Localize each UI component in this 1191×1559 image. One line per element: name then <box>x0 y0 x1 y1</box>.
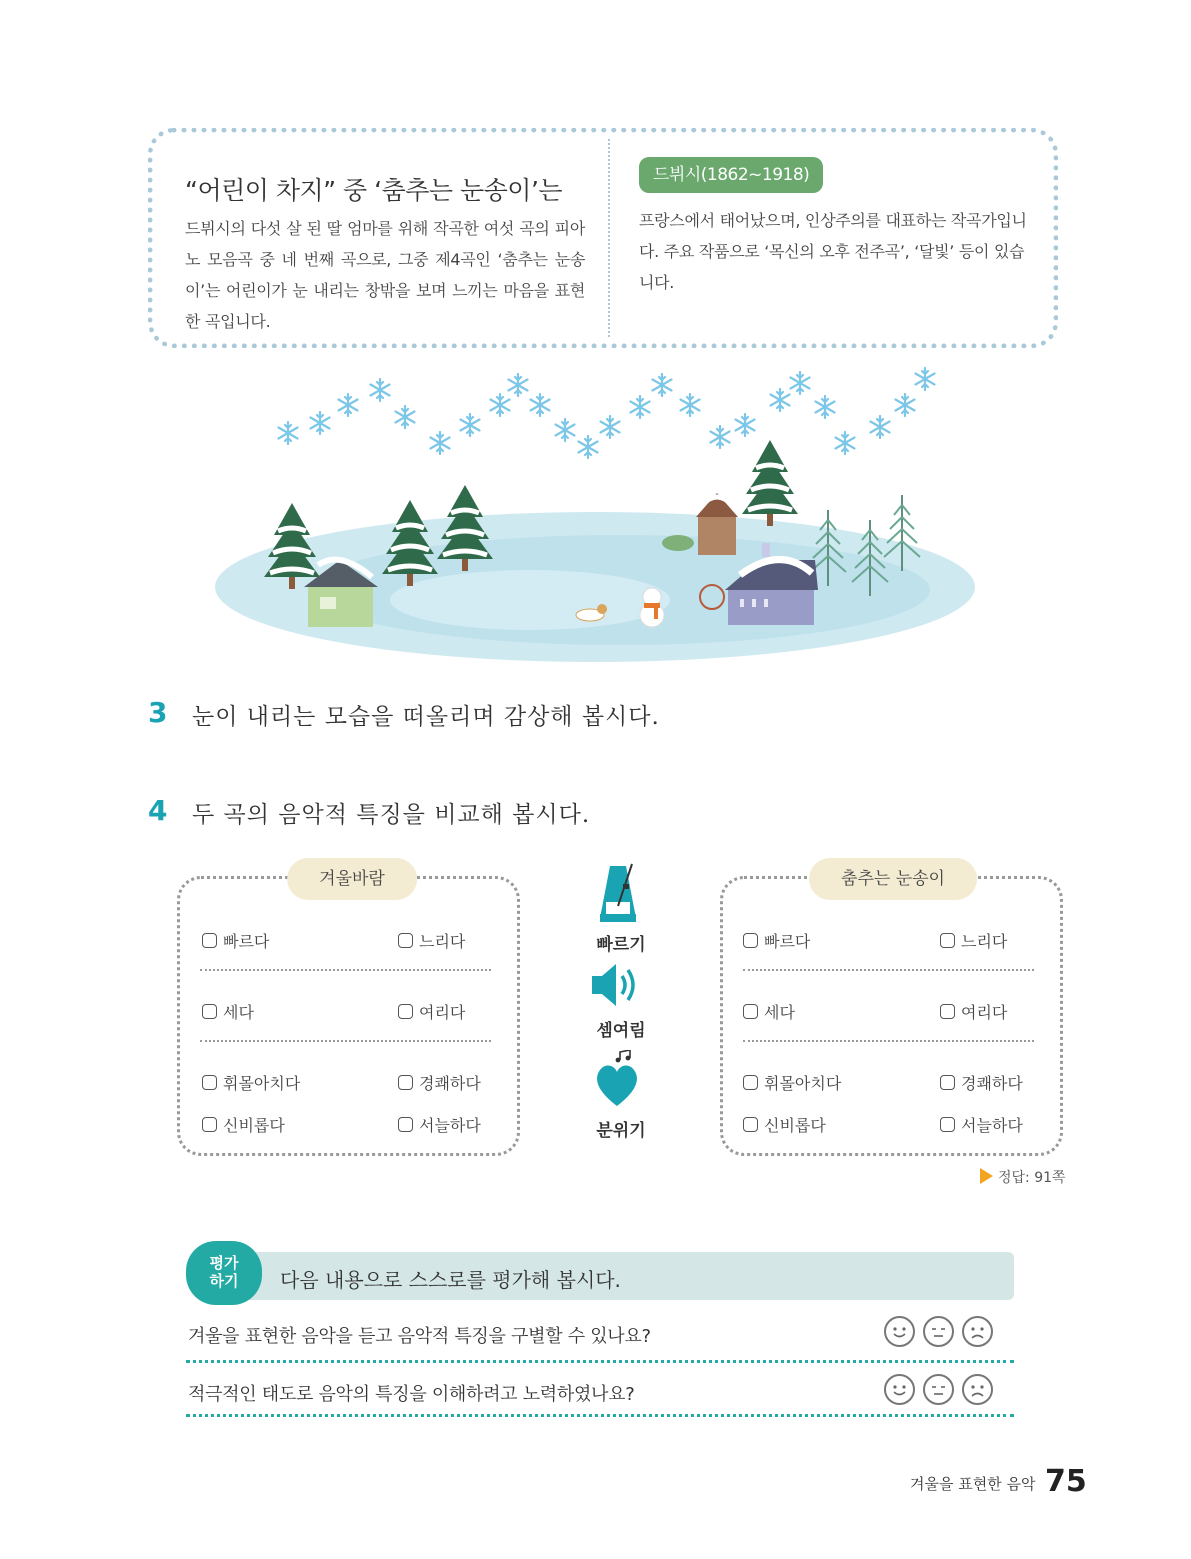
checkbox[interactable] <box>398 1117 413 1132</box>
checkbox[interactable] <box>202 1075 217 1090</box>
speaker-icon <box>590 962 642 1008</box>
option-label: 경쾌하다 <box>419 1074 481 1093</box>
checkbox[interactable] <box>202 933 217 948</box>
evaluation-title: 다음 내용으로 스스로를 평가해 봅시다. <box>280 1268 621 1292</box>
label-dynamics: 셈여림 <box>596 1021 646 1041</box>
checkbox[interactable] <box>743 1004 758 1019</box>
sad-face-icon[interactable] <box>962 1374 993 1405</box>
smile-face-icon[interactable] <box>884 1316 915 1347</box>
option-label: 휘몰아치다 <box>764 1074 842 1093</box>
question-3-number: 3 <box>148 696 168 729</box>
option-label: 느리다 <box>419 932 466 951</box>
rating-faces-1 <box>876 1316 993 1349</box>
arrow-right-icon <box>980 1168 993 1184</box>
option-soft[interactable] <box>398 1000 465 1023</box>
checkbox[interactable] <box>398 1004 413 1019</box>
option-label: 신비롭다 <box>764 1116 826 1135</box>
option-mysterious[interactable] <box>743 1113 826 1136</box>
evaluation-badge <box>186 1241 262 1305</box>
option-slow[interactable] <box>398 929 465 952</box>
composer-body: 프랑스에서 태어났으며, 인상주의를 대표하는 작곡가입니다. 주요 작품으로 ‘목신의 오후 전주곡’, ‘달빛’ 등이 있습니다. <box>639 211 1027 292</box>
evaluation-item-1: 겨울을 표현한 음악을 듣고 음악적 특징을 구별할 수 있나요? <box>188 1326 651 1347</box>
checkbox[interactable] <box>202 1004 217 1019</box>
option-lively[interactable] <box>940 1071 1023 1094</box>
option-label: 세다 <box>764 1003 795 1022</box>
option-chilly[interactable] <box>940 1113 1023 1136</box>
evaluation-item-2: 적극적인 태도로 음악의 특징을 이해하려고 노력하였나요? <box>188 1384 635 1405</box>
evaluation-divider <box>186 1414 1014 1417</box>
option-label: 서늘하다 <box>961 1116 1023 1135</box>
smile-face-icon[interactable] <box>884 1374 915 1405</box>
info-body: 드뷔시의 다섯 살 된 딸 엄마를 위해 작곡한 여섯 곡의 피아노 모음곡 중 네 번째 곡으로, 그중 제4곡인 ‘춤추는 눈송이’는 어린이가 눈 내리는 창밖을 보며 느끼는 마음을 표현한 곡입니다. <box>185 219 585 331</box>
neutral-face-icon[interactable] <box>923 1316 954 1347</box>
panel-tab-winter-wind: 겨울바람 <box>287 858 417 900</box>
checkbox[interactable] <box>940 1075 955 1090</box>
option-soft[interactable] <box>940 1000 1007 1023</box>
option-swirling[interactable] <box>202 1071 300 1094</box>
rating-faces-2 <box>876 1374 993 1407</box>
question-3-text: 눈이 내리는 모습을 떠올리며 감상해 봅시다. <box>192 704 660 730</box>
checkbox[interactable] <box>398 933 413 948</box>
divider <box>743 1040 1034 1042</box>
neutral-face-icon[interactable] <box>923 1374 954 1405</box>
option-label: 빠르다 <box>223 932 270 951</box>
question-4-number: 4 <box>148 794 168 827</box>
divider <box>743 969 1034 971</box>
option-chilly[interactable] <box>398 1113 481 1136</box>
question-4-text: 두 곡의 음악적 특징을 비교해 봅시다. <box>192 802 591 828</box>
evaluation-divider <box>186 1360 1014 1363</box>
label-tempo: 빠르기 <box>596 935 646 955</box>
option-swirling[interactable] <box>743 1071 841 1094</box>
checkbox[interactable] <box>202 1117 217 1132</box>
option-strong[interactable] <box>743 1000 795 1023</box>
checkbox[interactable] <box>743 933 758 948</box>
info-divider <box>608 139 610 337</box>
panel-tab-dancing-snowflakes: 춤추는 눈송이 <box>809 858 977 900</box>
sad-face-icon[interactable] <box>962 1316 993 1347</box>
option-label: 세다 <box>223 1003 254 1022</box>
panel-winter-wind <box>177 869 520 1156</box>
checkbox[interactable] <box>743 1075 758 1090</box>
badge-line-2: 하기 <box>209 1272 239 1290</box>
option-label: 느리다 <box>961 932 1008 951</box>
panel-dancing-snowflakes <box>720 869 1063 1156</box>
metronome-icon <box>596 862 640 924</box>
checkbox[interactable] <box>940 1004 955 1019</box>
checkbox[interactable] <box>940 933 955 948</box>
checkbox[interactable] <box>940 1117 955 1132</box>
composer-badge: 드뷔시(1862~1918) <box>639 157 823 193</box>
option-mysterious[interactable] <box>202 1113 285 1136</box>
option-label: 휘몰아치다 <box>223 1074 301 1093</box>
option-slow[interactable] <box>940 929 1007 952</box>
option-label: 서늘하다 <box>419 1116 481 1135</box>
option-lively[interactable] <box>398 1071 481 1094</box>
option-label: 경쾌하다 <box>961 1074 1023 1093</box>
checkbox[interactable] <box>743 1117 758 1132</box>
winter-village-illustration <box>200 365 990 665</box>
option-fast[interactable] <box>743 929 810 952</box>
info-box <box>148 128 1058 348</box>
option-label: 빠르다 <box>764 932 811 951</box>
checkbox[interactable] <box>398 1075 413 1090</box>
page-number: 75 <box>1045 1464 1087 1499</box>
option-label: 여리다 <box>419 1003 466 1022</box>
badge-line-1: 평가 <box>209 1254 239 1272</box>
divider <box>200 1040 491 1042</box>
label-mood: 분위기 <box>596 1121 646 1141</box>
option-fast[interactable] <box>202 929 269 952</box>
divider <box>200 969 491 971</box>
option-label: 여리다 <box>961 1003 1008 1022</box>
answer-reference: 정답: 91쪽 <box>998 1170 1066 1186</box>
heart-music-icon <box>594 1050 640 1110</box>
option-strong[interactable] <box>202 1000 254 1023</box>
info-title: “어린이 차지” 중 ‘춤추는 눈송이’는 <box>185 176 563 205</box>
chapter-title: 겨울을 표현한 음악 <box>910 1475 1036 1493</box>
option-label: 신비롭다 <box>223 1116 285 1135</box>
